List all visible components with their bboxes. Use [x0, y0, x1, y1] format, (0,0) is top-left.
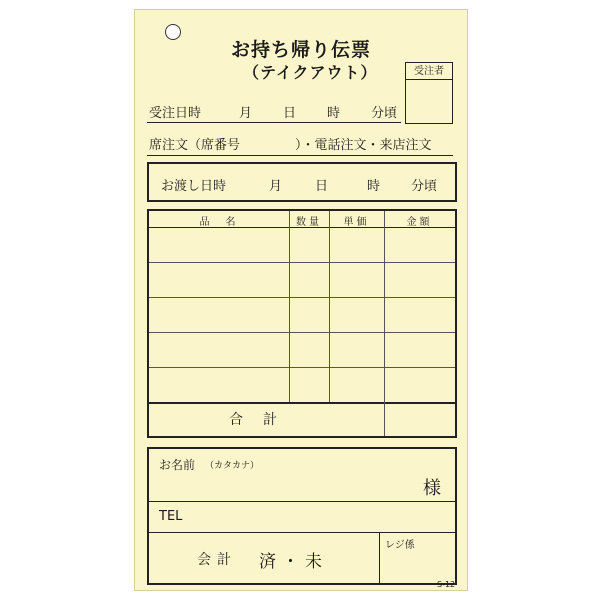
delivery-date-minute: 分頃: [411, 179, 438, 194]
delivery-date-hour: 時: [367, 179, 381, 194]
delivery-date-label: お渡し日時: [161, 179, 227, 194]
order-type-options: ）・電話注文・来店注文: [295, 138, 432, 153]
delivery-date-box[interactable]: [147, 162, 457, 202]
customer-name-label: お名前: [159, 458, 196, 472]
header-divider: [149, 227, 455, 228]
order-date-minute: 分頃: [371, 106, 398, 121]
order-date-label: 受注日時: [149, 106, 202, 121]
col-divider: [289, 211, 290, 402]
customer-honorific: 様: [423, 478, 441, 499]
tel-divider: [149, 532, 455, 533]
receiver-box[interactable]: [405, 62, 453, 124]
items-table: [147, 209, 457, 438]
payment-options: 済・未: [259, 552, 328, 572]
row-divider: [149, 262, 455, 263]
order-date-hour: 時: [327, 106, 341, 121]
row-divider: [149, 332, 455, 333]
order-date-underline: [147, 122, 401, 123]
customer-name-hint: （カタカナ）: [205, 461, 260, 471]
col-divider: [329, 211, 330, 402]
total-label: 合計: [229, 412, 297, 428]
payment-label: 会計: [197, 552, 237, 568]
customer-box: [147, 447, 457, 585]
form-code: S-12: [437, 580, 456, 589]
header-quantity: 数量: [296, 217, 322, 228]
header-item-name: 品 名: [199, 217, 239, 228]
row-divider: [149, 297, 455, 298]
tel-label: TEL: [159, 509, 183, 524]
order-type-underline: [147, 155, 453, 156]
row-divider: [149, 367, 455, 368]
order-type-seat: 席注文（席番号: [149, 138, 241, 153]
order-date-day: 日: [283, 106, 297, 121]
delivery-date-day: 日: [315, 179, 329, 194]
takeout-slip: [134, 9, 468, 591]
header-amount: 金額: [406, 217, 433, 228]
header-unit-price: 単価: [343, 217, 370, 228]
col-divider: [384, 211, 385, 436]
receiver-label: 受注者: [406, 63, 452, 80]
delivery-date-month: 月: [269, 179, 283, 194]
cashier-divider: [379, 532, 380, 583]
cashier-label: レジ係: [385, 540, 415, 551]
slip-title: お持ち帰り伝票: [231, 39, 372, 61]
slip-subtitle: （テイクアウト）: [243, 63, 378, 82]
punch-hole: [165, 24, 181, 40]
total-divider: [149, 402, 455, 404]
order-date-month: 月: [239, 106, 253, 121]
name-divider: [149, 501, 455, 502]
